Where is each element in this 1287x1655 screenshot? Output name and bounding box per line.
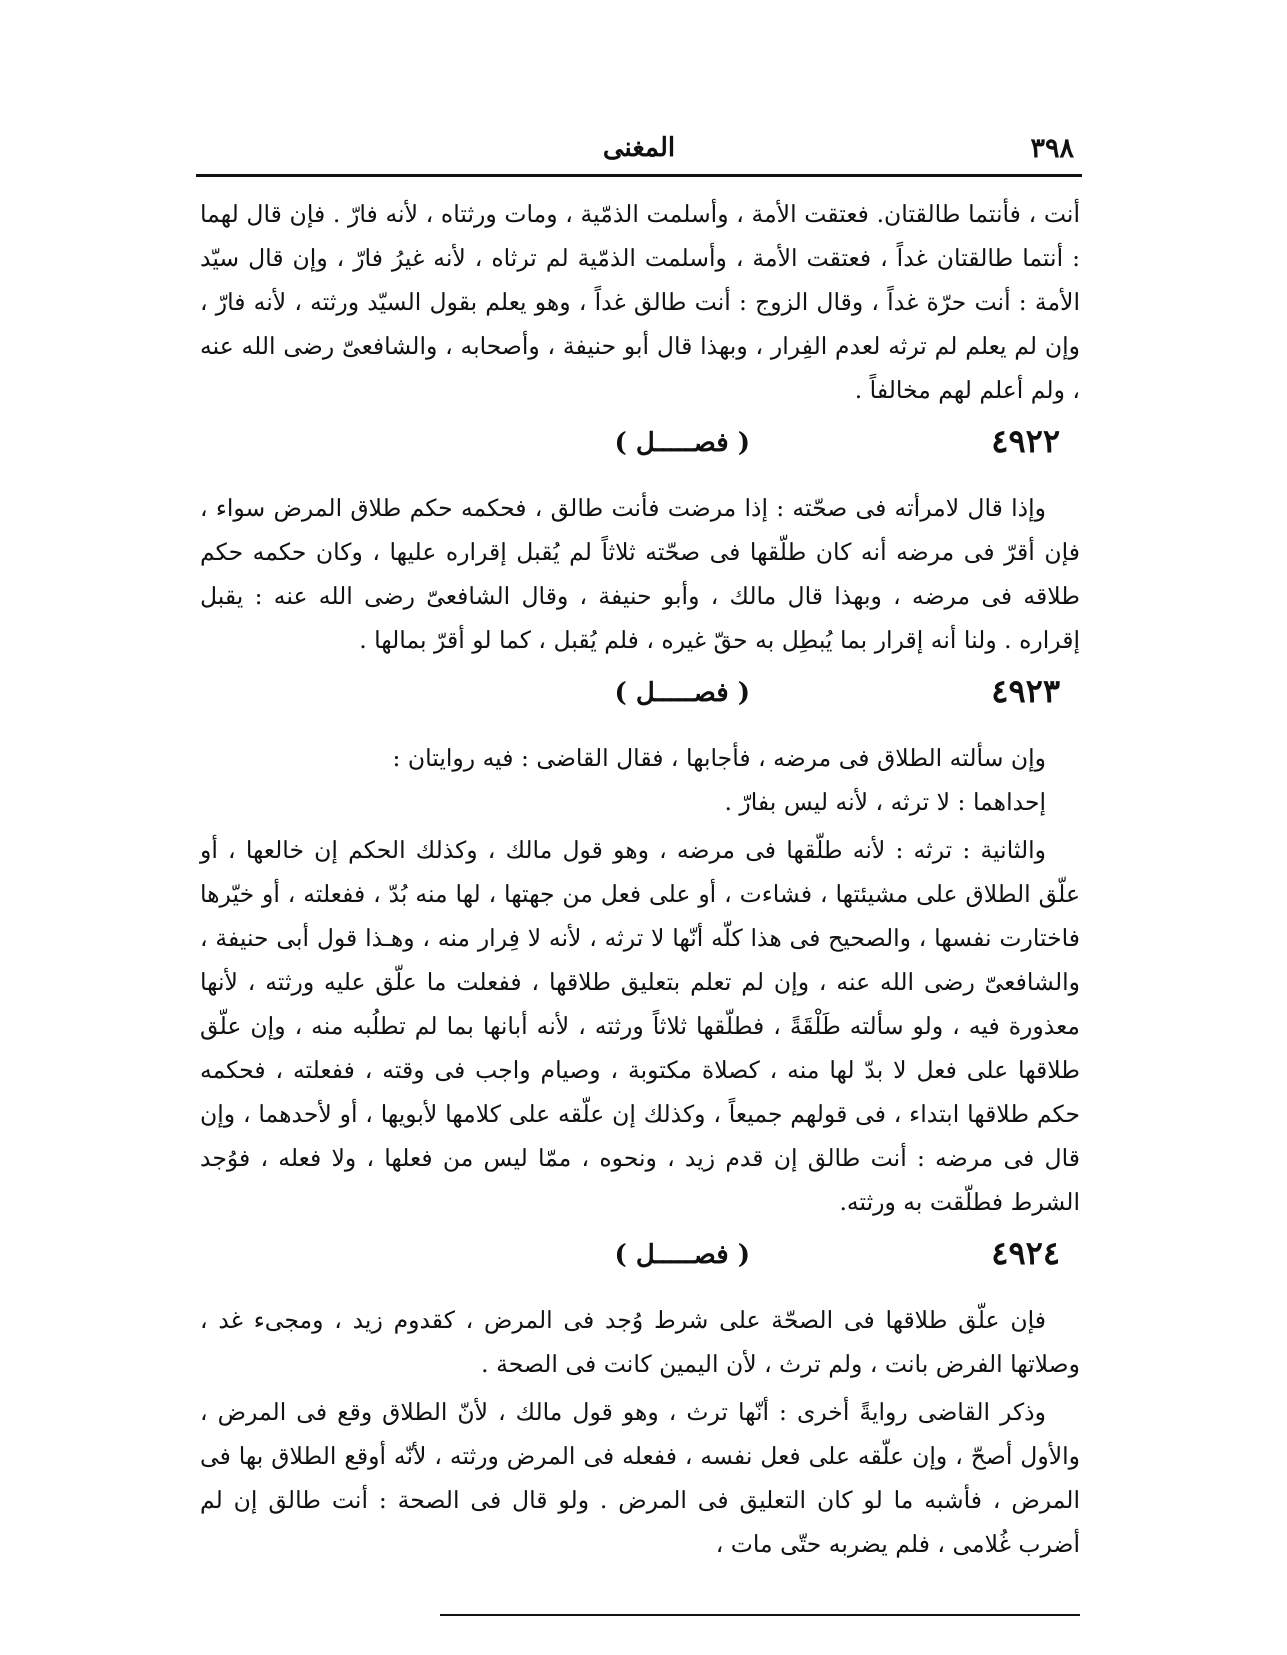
section-number: ٤٩٢٣ bbox=[991, 672, 1060, 710]
page-body bbox=[200, 192, 1080, 1566]
section-label: ( فصـــــل ) bbox=[614, 428, 750, 458]
running-title: المغنى bbox=[602, 133, 676, 163]
paragraph: وإذا قال لامرأته فى صحّته : إذا مرضت فأنت طالق ، فحكمه حكم طلاق المرض سواء ، فإن أقرّ فى مرضه أنه كان طلّقها فى صحّته ثلاثاً لم يُقبل إقراره عليها ، وكان حكمه حكم طلاقه فى مرضه ، وبهذا قال مالك ، وأبو حنيفة ، وقال الشافعىّ رضى الله عنه : يقبل إقراره . ولنا أنه إقرار بما يُبطِل به حقّ غيره ، فلم يُقبل ، كما لو أقرّ بمالها . bbox=[200, 494, 1080, 654]
page-header bbox=[196, 133, 1082, 173]
paragraph: إحداهما : لا ترثه ، لأنه ليس بفارّ . bbox=[724, 788, 1046, 816]
section-label: ( فصـــــل ) bbox=[614, 678, 750, 708]
section-number: ٤٩٢٤ bbox=[991, 1234, 1060, 1272]
section-label: ( فصـــــل ) bbox=[614, 1240, 750, 1270]
header-rule bbox=[196, 174, 1082, 177]
section-heading-4922 bbox=[200, 418, 1080, 480]
paragraph: أنت ، فأنتما طالقتان. فعتقت الأمة ، وأسلمت الذمّية ، ومات ورثتاه ، لأنه فارّ . فإن قال لهما : أنتما طالقتان غداً ، فعتقت الأمة ، وأسلمت الذمّية لم ترثاه ، لأنه غيرُ فارّ ، وإن قال سيّد الأمة : أنت حرّة غداً ، وقال الزوج : أنت طالق غداً ، وهو يعلم بقول السيّد ورثته ، لأنه فارّ ، وإن لم يعلم لم ترثه لعدم الفِرار ، وبهذا قال أبو حنيفة ، وأصحابه ، والشافعىّ رضى الله عنه ، ولم أعلم لهم مخالفاً . bbox=[200, 200, 1080, 404]
paragraph: والثانية : ترثه : لأنه طلّقها فى مرضه ، وهو قول مالك ، وكذلك الحكم إن خالعها ، أو علّق الطلاق على مشيئتها ، فشاءت ، أو على فعل من جهتها ، لها منه بُدّ ، ففعلته ، أو خيّرها فاختارت نفسها ، والصحيح فى هذا كلّه أنّها لا ترثه ، لأنه لا فِرار منه ، وهـذا قول أبى حنيفة ، والشافعىّ رضى الله عنه ، وإن لم تعلم بتعليق طلاقها ، ففعلت ما علّق عليه ورثته ، لأنها معذورة فيه ، ولو سألته طَلْقَةً ، فطلّقها ثلاثاً ورثته ، لأنه أبانها بما لم تطلُبه منه ، وإن علّق طلاقها على فعل لا بدّ لها منه ، كصلاة مكتوبة ، وصيام واجب فى وقته ، ففعلته ، فحكمه حكم طلاقها ابتداء ، فى قولهم جميعاً ، وكذلك إن علّقه على كلامها لأبويها ، أو لأحدهما ، وإن قال فى مرضه : أنت طالق إن قدم زيد ، ونحوه ، ممّا ليس من فعلها ، ولا فعله ، فوُجد الشرط فطلّقت به ورثته. bbox=[200, 836, 1080, 1216]
page-number: ٣٩٨ bbox=[1030, 133, 1074, 164]
section-number: ٤٩٢٢ bbox=[991, 422, 1060, 460]
paragraph: وإن سألته الطلاق فى مرضه ، فأجابها ، فقال القاضى : فيه روايتان : bbox=[392, 744, 1046, 772]
paragraph: فإن علّق طلاقها فى الصحّة على شرط وُجد فى المرض ، كقدوم زيد ، ومجىء غد ، وصلاتها الفرض بانت ، ولم ترث ، لأن اليمين كانت فى الصحة . bbox=[200, 1306, 1080, 1378]
section-heading-4924 bbox=[200, 1230, 1080, 1292]
paragraph: وذكر القاضى روايةً أخرى : أنّها ترث ، وهو قول مالك ، لأنّ الطلاق وقع فى المرض ، والأول أصحّ ، وإن علّقه على فعل نفسه ، ففعله فى المرض ورثته ، لأنّه أوقع الطلاق بها فى المرض ، فأشبه ما لو كان التعليق فى المرض . ولو قال فى الصحة : أنت طالق إن لم أضرب غُلامى ، فلم يضربه حتّى مات ، bbox=[200, 1398, 1080, 1558]
footer-rule bbox=[440, 1614, 1080, 1616]
section-heading-4923 bbox=[200, 668, 1080, 730]
